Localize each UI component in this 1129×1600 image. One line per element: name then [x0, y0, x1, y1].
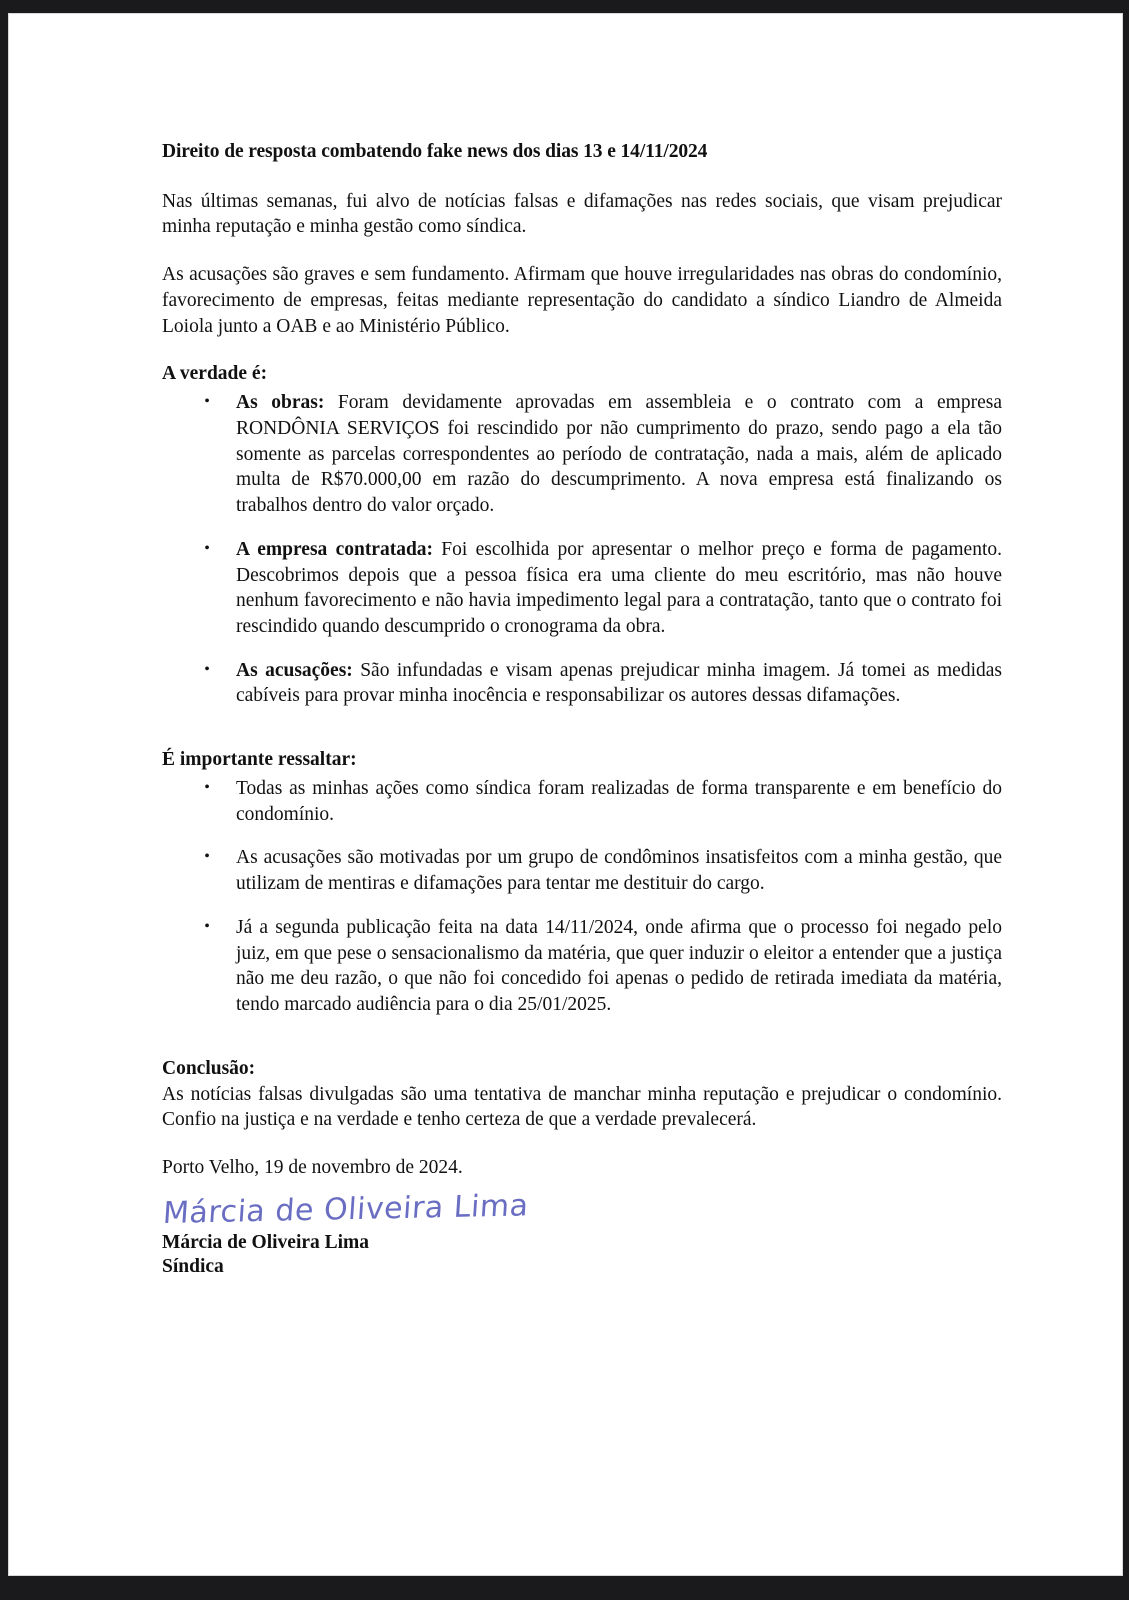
list-item	[162, 776, 1002, 827]
intro-paragraph-2: As acusações são graves e sem fundamento. Afirmam que houve irregularidades nas obras do condomínio, favorecimento de empresas, feitas mediante representação do candidato a síndico Liandro de Almeida Loiola junto a OAB e ao Ministério Público.	[162, 264, 1002, 337]
list-item-text: Foram devidamente aprovadas em assembleia e o contrato com a empresa RONDÔNIA SERVIÇOS foi rescindido por não cumprimento do prazo, sendo pago a ela tão somente as parcelas correspondentes ao período de contratação, nada a mais, além de aplicado multa de R$70.000,00 em razão do descumprimento. A nova empresa está finalizando os trabalhos dentro do valor orçado.	[236, 392, 1002, 517]
list-item-text: Já a segunda publicação feita na data 14/11/2024, onde afirma que o processo foi negado pelo juiz, em que pese o sensacionalismo da matéria, que quer induzir o eleitor a entender que a justiça não me deu razão, o que não foi concedido foi apenas o pedido de retirada imediata da matéria, tendo marcado audiência para o dia 25/01/2025.	[236, 916, 1002, 1016]
list-item	[162, 915, 1002, 1018]
conclusion-section	[162, 1056, 1002, 1133]
truth-section-list	[162, 390, 1002, 709]
important-section-heading: É importante ressaltar:	[162, 749, 357, 771]
list-item	[162, 390, 1002, 519]
list-item-text: As acusações são motivadas por um grupo de condôminos insatisfeitos com a minha gestão, que utilizam de mentiras e difamações para tentar me destituir do cargo.	[236, 847, 1002, 895]
bullet-icon: •	[204, 848, 210, 866]
signer-role: Síndica	[162, 1256, 224, 1278]
conclusion-heading: Conclusão:	[162, 1057, 256, 1079]
bullet-icon: •	[204, 778, 210, 796]
signer-name: Márcia de Oliveira Lima	[162, 1231, 370, 1253]
conclusion-text: As notícias falsas divulgadas são uma tentativa de manchar minha reputação e prejudicar o condomínio. Confio na justiça e na verdade e tenho certeza de que a verdade prevalecerá.	[162, 1083, 1002, 1131]
intro-paragraph-1: Nas últimas semanas, fui alvo de notícias falsas e difamações nas redes sociais, que visam prejudicar minha reputação e minha gestão como síndica.	[162, 190, 1002, 238]
document-page	[9, 14, 1122, 1575]
list-item-lead: As acusações:	[236, 659, 353, 681]
bullet-icon: •	[204, 393, 210, 411]
section-spacer	[162, 1036, 1002, 1056]
section-spacer	[162, 727, 1002, 747]
list-item-lead: A empresa contratada:	[236, 538, 434, 560]
document-body	[162, 139, 1002, 1280]
handwritten-signature: Márcia de Oliveira Lima	[161, 1188, 530, 1231]
list-item-text: Todas as minhas ações como síndica foram realizadas de forma transparente e em benefício do condomínio.	[236, 777, 1002, 825]
important-section-list	[162, 776, 1002, 1018]
bullet-icon: •	[204, 660, 210, 678]
list-item	[162, 658, 1002, 709]
list-item	[162, 845, 1002, 896]
signature-block	[161, 1188, 1002, 1280]
bullet-icon: •	[204, 917, 210, 935]
list-item	[162, 537, 1002, 640]
bullet-icon: •	[204, 539, 210, 557]
list-item-lead: As obras:	[236, 392, 325, 414]
truth-section-heading: A verdade é:	[162, 363, 268, 385]
place-and-date: Porto Velho, 19 de novembro de 2024.	[162, 1157, 463, 1179]
list-item-text: São infundadas e visam apenas prejudicar minha imagem. Já tomei as medidas cabíveis para provar minha inocência e responsabilizar os autores dessas difamações.	[236, 659, 1003, 707]
document-title: Direito de resposta combatendo fake news dos dias 13 e 14/11/2024	[162, 141, 708, 162]
list-item-text: Foi escolhida por apresentar o melhor preço e forma de pagamento. Descobrimos depois que a pessoa física era uma cliente do meu escritório, mas não houve nenhum favorecimento e não havia impedimento legal para a contratação, tanto que o contrato foi rescindido quando descumprido o cronograma da obra.	[236, 538, 1002, 638]
